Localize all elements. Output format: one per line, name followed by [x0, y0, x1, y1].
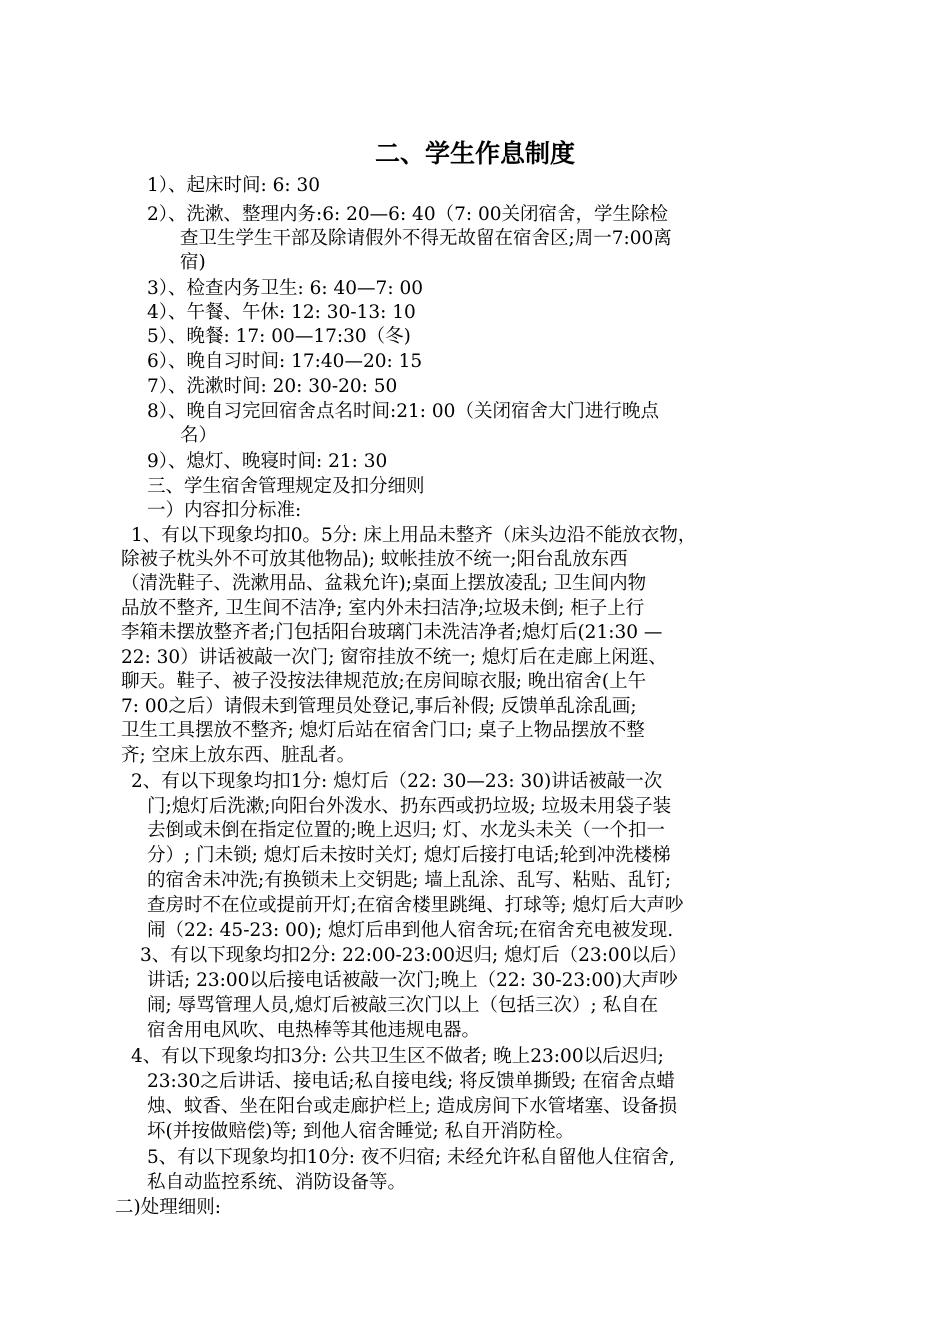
rule-2-text: 2、有以下现象均扣1分: 熄灯后（22: 30—23: 30)讲话被敲一次 [131, 771, 663, 792]
subsection-heading-2: 二)处理细则: [115, 1197, 221, 1218]
schedule-line-7: 7）、洗漱时间: 20: 30-20: 50 [147, 376, 398, 397]
rule-2-text: 的宿舍未冲洗;有换锁未上交钥匙; 墙上乱涂、乱写、粘贴、乱钉; [147, 870, 672, 891]
rule-1-text: 除被子枕头外不可放其他物品); 蚊帐挂放不统一;阳台乱放东西 [121, 549, 628, 570]
rule-1-text: 22: 30）讲话被敲一次门; 窗帘挂放不统一; 熄灯后在走廊上闲逛、 [121, 647, 667, 668]
rule-1-text: 卫生工具摆放不整齐; 熄灯后站在宿舍门口; 桌子上物品摆放不整 [121, 720, 645, 741]
rule-4-text: 坏(并按做赔偿)等; 到他人宿舍睡觉; 私自开消防栓。 [147, 1121, 575, 1142]
rule-2-text: 门;熄灯后洗漱;向阳台外泼水、扔东西或扔垃圾; 垃圾未用袋子装 [147, 796, 672, 817]
rule-4-text: 23:30之后讲话、接电话;私自接电线; 将反馈单撕毁; 在宿舍点蜡 [147, 1071, 675, 1092]
rule-3-text: 宿舍用电风吹、电热棒等其他违规电器。 [147, 1020, 481, 1041]
schedule-line-2: 2）、洗漱、整理内务:6: 20—6: 40（7: 00关闭宿舍，学生除检 [147, 204, 669, 225]
rule-1-text: 聊天。鞋子、被子没按法律规范放;在房间晾衣服; 晚出宿舍(上午 [121, 671, 647, 692]
schedule-line-9: 9）、熄灯、晚寝时间: 21: 30 [147, 451, 388, 472]
rule-2-text: 闹（22: 45-23: 00); 熄灯后串到他人宿舍玩;在宿舍充电被发现. [147, 920, 674, 941]
rule-5-text: 私自动监控系统、消防设备等。 [147, 1172, 407, 1193]
rule-3-text: 3、有以下现象均扣2分: 22:00-23:00迟归; 熄灯后（23:00以后） [140, 945, 687, 966]
rule-2-text: 去倒或未倒在指定位置的;晚上迟归; 灯、水龙头未关（一个扣一 [147, 820, 665, 841]
rule-3-text: 闹; 辱骂管理人员,熄灯后被敲三次门以上（包括三次）; 私自在 [147, 995, 659, 1016]
rule-1-text: （清洗鞋子、洗漱用品、盆栽允许);桌面上摆放凌乱; 卫生间内物 [121, 573, 647, 594]
rule-4-text: 4、有以下现象均扣3分: 公共卫生区不做者; 晚上23:00以后迟归; [131, 1046, 664, 1067]
rule-1-text: 1、有以下现象均扣0。5分: 床上用品未整齐（床头边沿不能放衣物， [131, 525, 697, 546]
rule-1-text: 齐; 空床上放东西、脏乱者。 [121, 745, 356, 766]
schedule-line-3: 3）、检查内务卫生: 6: 40—7: 00 [147, 278, 423, 299]
rule-1-text: 7: 00之后）请假未到管理员处登记,事后补假; 反馈单乱涂乱画; [121, 696, 637, 717]
schedule-line-8: 8）、晚自习完回宿舍点名时间:21: 00（关闭宿舍大门进行晚点 [147, 401, 659, 422]
rule-1-text: 李箱未摆放整齐者;门包括阳台玻璃门未洗洁净者;熄灯后(21:30 — [121, 622, 663, 643]
schedule-line-2-cont: 查卫生学生干部及除请假外不得无故留在宿舍区;周一7:00离 [180, 228, 672, 249]
schedule-line-6: 6）、晚自习时间: 17:40—20: 15 [147, 351, 423, 372]
schedule-line-5: 5）、晚餐: 17: 00—17:30（冬) [147, 326, 411, 347]
schedule-line-8-cont: 名） [180, 425, 218, 446]
rule-1-text: 品放不整齐, 卫生间不洁净; 室内外未扫洁净;垃圾未倒; 柜子上行 [121, 598, 645, 619]
schedule-line-2-cont: 宿) [180, 252, 206, 273]
section-heading: 三、学生宿舍管理规定及扣分细则 [147, 476, 425, 497]
page-title: 二、学生作息制度 [374, 139, 575, 168]
rule-2-text: 分）; 门未锁; 熄灯后未按时关灯; 熄灯后接打电话;轮到冲洗楼梯 [147, 845, 671, 866]
rule-4-text: 烛、蚊香、坐在阳台或走廊护栏上; 造成房间下水管堵塞、设备损 [147, 1096, 678, 1117]
schedule-line-4: 4）、午餐、午休: 12: 30-13: 10 [147, 302, 416, 323]
rule-2-text: 查房时不在位或提前开灯;在宿舍楼里跳绳、打球等; 熄灯后大声吵 [147, 895, 684, 916]
schedule-line-1: 1）、起床时间: 6: 30 [147, 175, 321, 196]
rule-5-text: 5、有以下现象均扣10分: 夜不归宿; 未经允许私自留他人住宿舍, [147, 1147, 675, 1168]
rule-3-text: 讲话; 23:00以后接电话被敲一次门;晚上（22: 30-23:00)大声吵 [147, 970, 678, 991]
subsection-heading: 一）内容扣分标准: [147, 500, 302, 521]
